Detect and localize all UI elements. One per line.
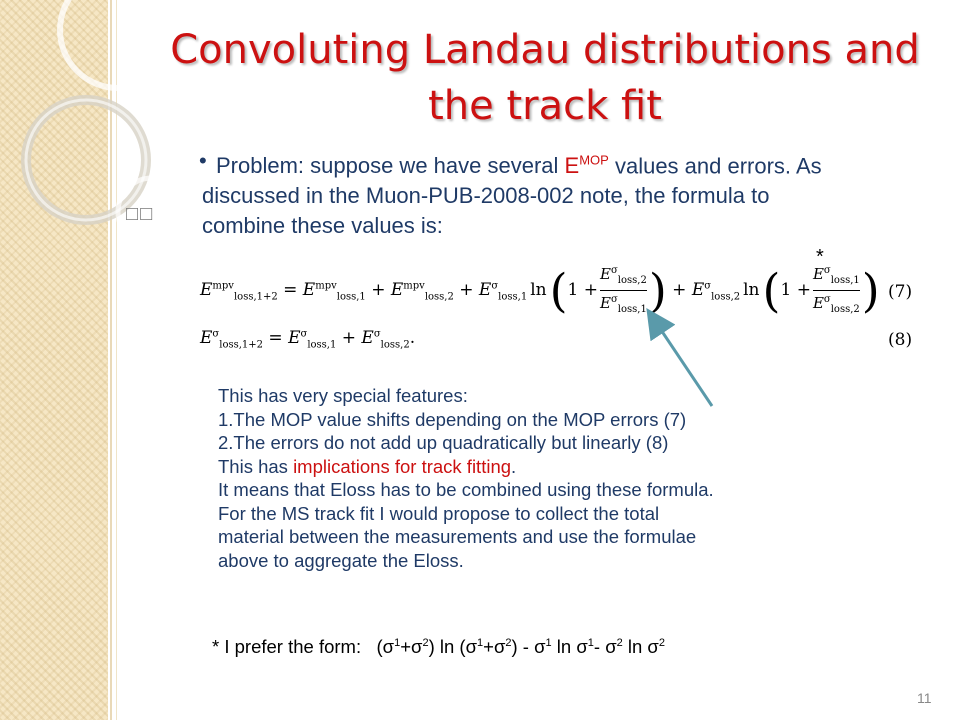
page-number: 11 — [917, 690, 932, 706]
features-line-3: 2.The errors do not add up quadratically but linearly (8) — [218, 432, 669, 453]
features-line-8: above to aggregate the Eloss. — [218, 549, 464, 571]
line4-before: This has — [218, 455, 294, 477]
features-paragraph — [218, 384, 898, 572]
features-line-5: It means that Eloss has to be combined using these formula. — [218, 479, 714, 500]
features-line-6: For the MS track fit I would propose to collect the total — [218, 502, 660, 524]
emop-symbol — [565, 153, 609, 178]
emop-superscript: MOP — [579, 153, 609, 168]
line4-highlight: implications for track fitting — [293, 455, 512, 477]
footnote-formula: $(\sigma^1+\sigma^2)$ $\ln (\sigma^1+\sigma^2) - \sigma^1$ $\ln \sigma^1-$ $\sigma^2$ $\ln \sigma^2$ — [376, 636, 665, 657]
equation-7-number: (7) — [888, 282, 913, 302]
footnote-prefix: * I prefer the form: — [212, 636, 377, 657]
footnote — [212, 636, 665, 658]
equation-7: $E^{mpv}_{loss,1+2} = E^{mpv}_{loss,1} + E^{mpv}_{loss,2} + E^\sigma_{loss,1}$ ln(1 + $\frac{E^\sigma_{loss,2}}{E^\sigma_{loss,1}}$ ) + $E^\sigma_{loss,2}$ ln(1 + $\frac{E^\sigma_{loss,1}}{E^\sigma_{loss,2}}$ ) — [200, 263, 880, 318]
title-line-1: Convoluting Landau distributions and — [170, 27, 920, 73]
equation-block — [200, 262, 920, 357]
bullet-text-before: Problem: suppose we have several — [216, 153, 565, 179]
problem-bullet — [199, 146, 842, 241]
bullet-text-after: values and errors. As discussed in the Muon-PUB-2008-002 note, the formula to combine these values is: — [202, 153, 822, 239]
placeholder-glyphs: □□ — [126, 203, 155, 225]
features-line-2: 1.The MOP value shifts depending on the MOP errors (7) — [218, 408, 687, 430]
slide-title — [150, 22, 940, 134]
equation-8-number: (8) — [888, 330, 913, 350]
equation-8: $E^\sigma_{loss,1+2} = E^\sigma_{loss,1} + E^\sigma_{loss,2}$. — [200, 328, 416, 351]
footnote-star: * — [816, 246, 824, 268]
features-line-4 — [218, 455, 898, 479]
bullet-marker: • — [199, 148, 207, 173]
features-line-7: material between the measurements and use the formulae — [218, 526, 697, 547]
title-line-2: the track fit — [428, 83, 662, 129]
features-line-1: This has very special features: — [218, 385, 468, 406]
line4-after: . — [511, 455, 517, 477]
emop-base: E — [564, 153, 580, 179]
